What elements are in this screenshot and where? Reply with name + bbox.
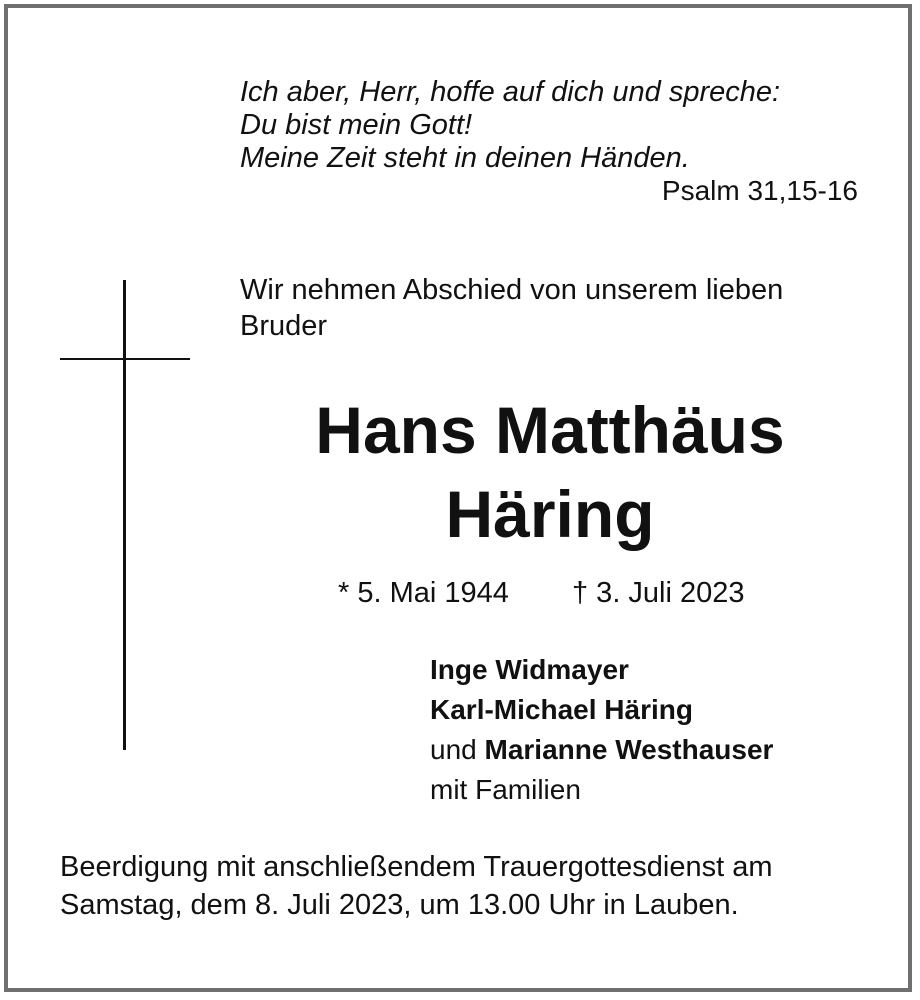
intro-line: Wir nehmen Abschied von unserem lieben: [240, 274, 784, 306]
intro-line: Bruder: [240, 310, 328, 342]
mourner-families: mit Familien: [430, 774, 581, 805]
funeral-details: [60, 848, 773, 924]
mourners-list: [430, 650, 773, 810]
death-date: † 3. Juli 2023: [572, 577, 745, 609]
farewell-intro: [240, 272, 783, 344]
bible-verse: [240, 76, 780, 175]
deceased-name-line1: Hans Matthäus: [315, 393, 785, 467]
cross-vertical-bar: [123, 280, 126, 750]
birth-date: * 5. Mai 1944: [338, 577, 509, 609]
mourner-name: Marianne Westhauser: [484, 734, 774, 765]
mourner-connector: und: [430, 734, 485, 765]
verse-line: Du bist mein Gott!: [240, 109, 473, 141]
funeral-line: Samstag, dem 8. Juli 2023, um 13.00 Uhr in Lauben.: [60, 889, 739, 921]
mourner-name: Inge Widmayer: [430, 654, 629, 685]
cross-horizontal-bar: [60, 358, 190, 360]
deceased-name-line2: Häring: [445, 477, 655, 551]
funeral-line: Beerdigung mit anschließendem Trauergottesdienst am: [60, 851, 773, 883]
verse-line: Meine Zeit steht in deinen Händen.: [240, 142, 690, 174]
verse-line: Ich aber, Herr, hoffe auf dich und spreche:: [240, 76, 781, 108]
mourner-name: Karl-Michael Häring: [430, 694, 693, 725]
verse-reference: Psalm 31,15-16: [661, 175, 858, 206]
